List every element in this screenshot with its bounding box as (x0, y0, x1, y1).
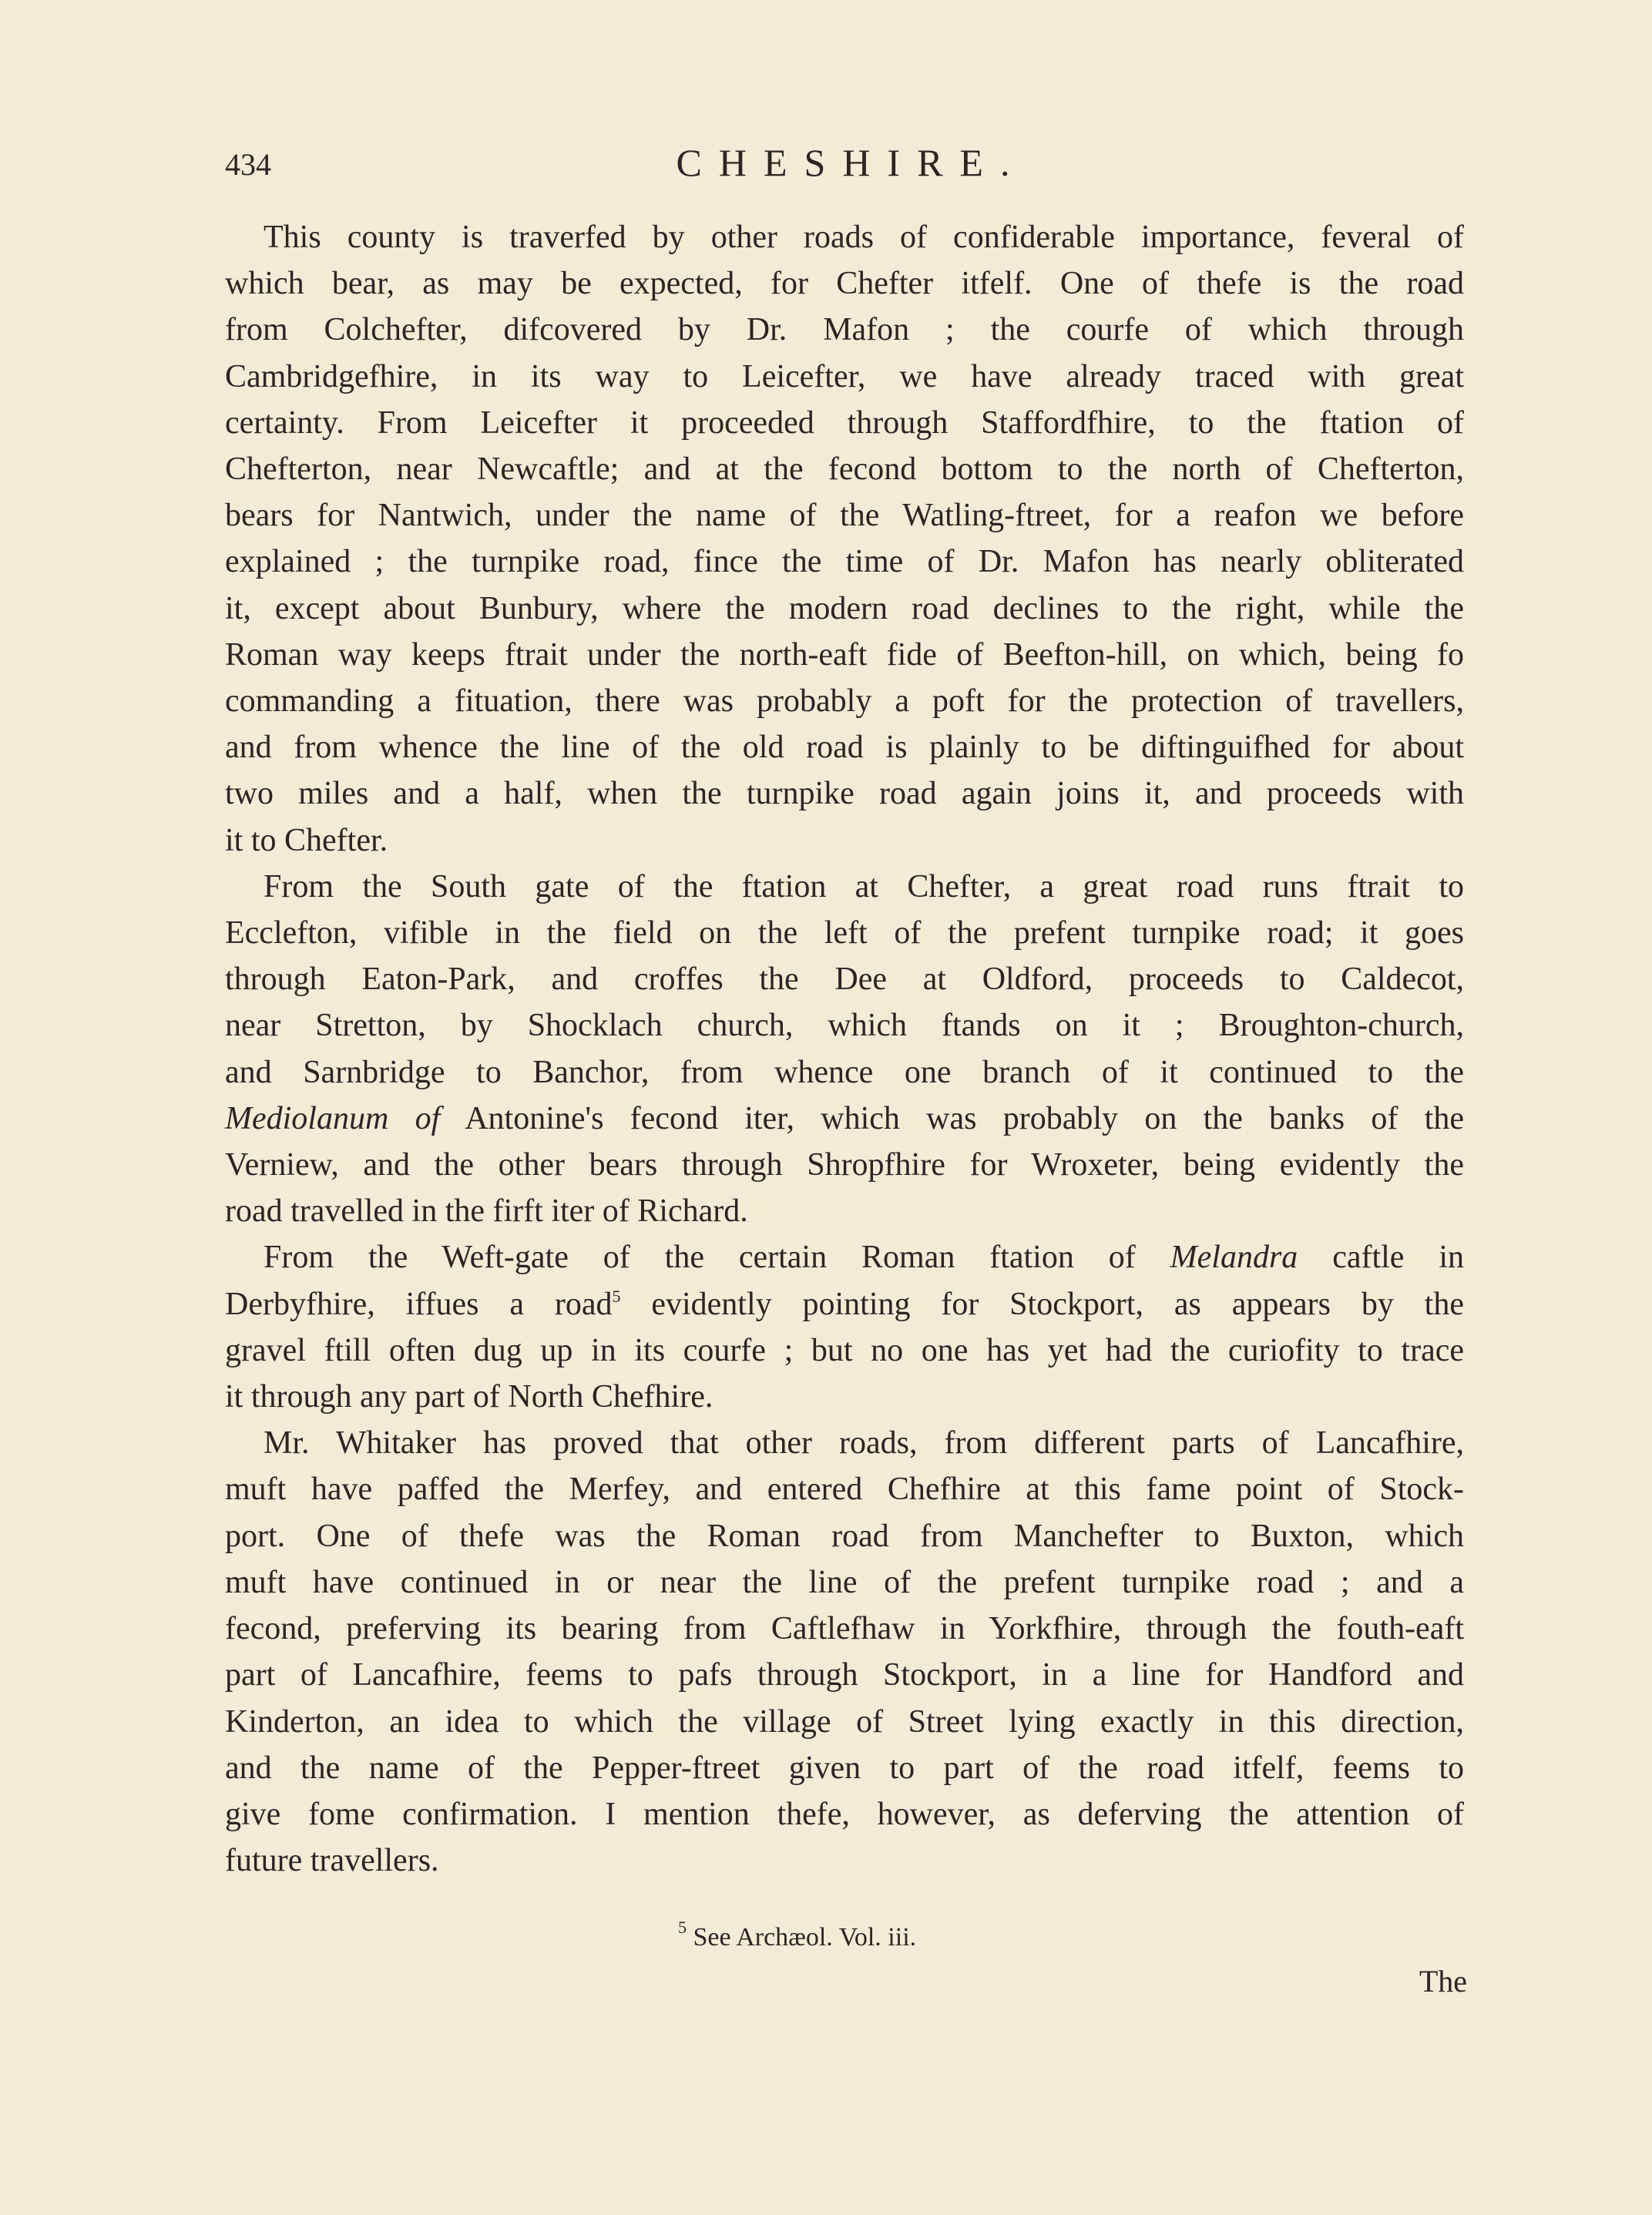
text-line: port. One of thefe was the Roman road from Manchefter to Buxton, which (225, 1518, 1464, 1554)
text-line: Mr. Whitaker has proved that other roads, from different parts of Lancafhire, (264, 1425, 1464, 1462)
paragraph-1 (225, 214, 1464, 864)
text-line: road travelled in the firft iter of Richard. (225, 1193, 748, 1230)
text-line: and the name of the Pepper-ftreet given to part of the road itfelf, feems to (225, 1750, 1464, 1786)
footnote-mark: 5 (678, 1918, 687, 1937)
paragraph-3 (225, 1234, 1464, 1420)
text-line: it to Chefter. (225, 822, 388, 858)
text-line: muft have continued in or near the line of the prefent turnpike road ; and a (225, 1564, 1464, 1600)
text-line: gravel ftill often dug up in its courfe ; but no one has yet had the curiofity to trace (225, 1332, 1464, 1368)
text-line: through Eaton-Park, and croffes the Dee at Oldford, proceeds to Caldecot, (225, 962, 1464, 998)
text-line: fecond, preferving its bearing from Caftlefhaw in Yorkfhire, through the fouth-eaft (225, 1611, 1464, 1647)
text-fragment: Antonine's fecond iter, which was probably on the banks of the (465, 1100, 1464, 1136)
text-line-with-italic (225, 1234, 1464, 1280)
text-line: near Stretton, by Shocklach church, which ftands on it ; Broughton-church, (225, 1008, 1464, 1044)
text-line: part of Lancafhire, feems to pafs through Stockport, in a line for Handford and (225, 1657, 1464, 1693)
text-line: This county is traverfed by other roads of confiderable importance, feveral of (264, 220, 1464, 255)
text-line: muft have paffed the Merfey, and entered Chefhire at this fame point of Stock- (225, 1472, 1464, 1508)
text-line: Cambridgefhire, in its way to Leicefter, we have already traced with great (225, 358, 1464, 394)
text-line: Roman way keeps ftrait under the north-eaft fide of Beefton-hill, on which, being fo (225, 636, 1464, 673)
text-fragment: From the Weft-gate of the certain Roman ftation of (264, 1240, 1136, 1276)
italic-mediolanum: Mediolanum of (225, 1100, 441, 1136)
text-line: commanding a fituation, there was probably a poft for the protection of travellers, (225, 683, 1464, 720)
footnote-text: See Archæol. Vol. iii. (693, 1923, 917, 1952)
text-line: future travellers. (225, 1843, 439, 1879)
text-line: two miles and a half, when the turnpike road again joins it, and proceeds with (225, 776, 1464, 812)
text-line: Ecclefton, vifible in the field on the left of the prefent turnpike road; it goes (225, 915, 1464, 951)
text-fragment: evidently pointing for Stockport, as appears by the (651, 1286, 1464, 1322)
text-line: certainty. From Leicefter it proceeded through Staffordfhire, to the ftation of (225, 404, 1464, 441)
page-number: 434 (225, 147, 271, 182)
footnote-reference[interactable]: 5 (612, 1286, 621, 1306)
text-line-with-footnote (225, 1281, 1464, 1327)
text-line: from Colchefter, difcovered by Dr. Mafon ; the courfe of which through (225, 312, 1464, 348)
catchword: The (1419, 1964, 1467, 1999)
text-line: it through any part of North Chefhire. (225, 1379, 714, 1415)
text-line: Chefterton, near Newcaftle; and at the fecond bottom to the north of Chefterton, (225, 451, 1464, 488)
text-line: From the South gate of the ftation at Chefter, a great road runs ftrait to (264, 868, 1464, 904)
text-fragment: caftle in (1332, 1240, 1465, 1276)
text-line: give fome confirmation. I mention thefe, however, as deferving the attention of (225, 1796, 1464, 1832)
text-line: and Sarnbridge to Banchor, from whence one branch of it continued to the (225, 1054, 1464, 1090)
text-line: which bear, as may be expected, for Chefter itfelf. One of thefe is the road (225, 266, 1464, 302)
text-line: explained ; the turnpike road, fince the time of Dr. Mafon has nearly obliterated (225, 544, 1464, 580)
body-text (225, 214, 1464, 1884)
text-line: Kinderton, an idea to which the village of Street lying exactly in this direction, (225, 1703, 1464, 1740)
text-line: Verniew, and the other bears through Shropfhire for Wroxeter, being evidently the (225, 1147, 1464, 1183)
text-line: bears for Nantwich, under the name of the Watling-ftreet, for a reafon we before (225, 498, 1464, 534)
running-title: CHESHIRE. (676, 141, 1027, 184)
text-line: it, except about Bunbury, where the modern road declines to the right, while the (225, 590, 1464, 626)
text-line-with-italic (225, 1096, 1464, 1142)
paragraph-2 (225, 864, 1464, 1235)
italic-melandra: Melandra (1170, 1240, 1298, 1276)
text-fragment: Derbyfhire, iffues a road (225, 1286, 613, 1322)
text-line: and from whence the line of the old road is plainly to be diftinguifhed for about (225, 730, 1464, 766)
paragraph-4 (225, 1420, 1464, 1884)
footnote (678, 1918, 917, 1952)
page-header (223, 140, 1464, 202)
